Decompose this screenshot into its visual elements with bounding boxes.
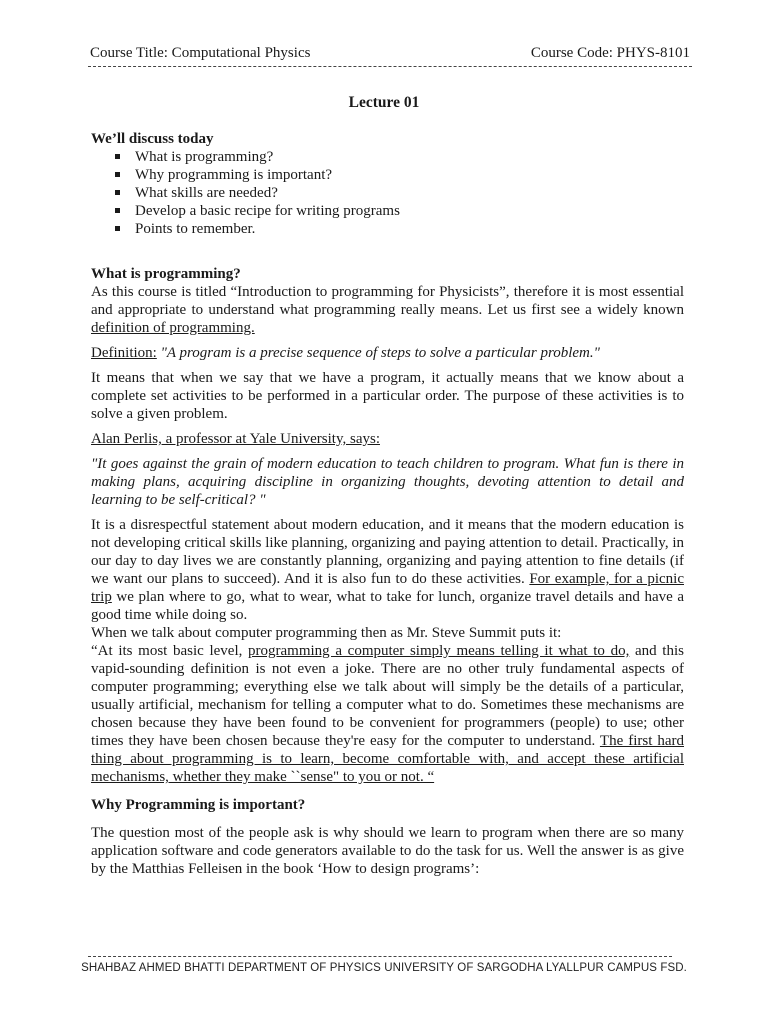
definition-link-text: definition of programming.: [91, 320, 255, 336]
commentary-text-a: It is a disrespectful statement about modern education, and it means that the modern education is not developing critical skills like planning, organizing and paying attention to detail. Practically, in our day to day lives we are constantly planning, organizing and paying attention to fine details (if we want our plans to succeed). And it is also fun to do these activities.: [91, 517, 684, 587]
perlis-intro: [91, 430, 684, 448]
meaning-paragraph: It means that when we say that we have a program, it actually means that we know about a complete set activities to be performed in a particular order. The purpose of these activities is to solve a given problem.: [91, 370, 684, 422]
intro-paragraph: [91, 283, 684, 337]
section-heading-why-programming: Why Programming is important?: [91, 797, 306, 813]
header-divider: [88, 66, 692, 67]
course-title: Course Title: Computational Physics: [90, 45, 311, 61]
definition-label: Definition:: [91, 345, 157, 361]
picnic-example: For example, for a picnic trip: [91, 571, 684, 605]
summit-text-a: “At its most basic level,: [91, 643, 249, 659]
agenda-item: What is programming?: [113, 148, 684, 166]
agenda-heading: We’ll discuss today: [91, 131, 214, 147]
definition-paragraph: [91, 344, 684, 362]
definition-quote: "A program is a precise sequence of steps to solve a particular problem.": [156, 345, 600, 361]
commentary-paragraph: [91, 516, 684, 624]
why-paragraph: The question most of the people ask is why should we learn to program when there are so many application software and code generators available to do the task for us. Well the answer is as give by the Matthias Felleisen in the book ‘How to design programs’:: [91, 825, 684, 877]
summit-text-b: and this vapid-sounding definition is not even a joke. There are no other truly fundamental aspects of computer programming; everything else we talk about will simply be the details of a particular, usually artificial, mechanism for telling a computer what to do. Sometimes these mechanisms are chosen because they have been found to be convenient for programmers (people) to use; other times they have been chosen because they're easy for the computer to understand.: [91, 643, 684, 749]
page-footer: SHAHBAZ AHMED BHATTI DEPARTMENT OF PHYSICS UNIVERSITY OF SARGODHA LYALLPUR CAMPUS FSD.: [81, 962, 687, 974]
agenda-item: Why programming is important?: [113, 166, 684, 184]
lecture-title: Lecture 01: [348, 94, 420, 111]
summit-quote: [91, 642, 684, 786]
intro-text: As this course is titled “Introduction to programming for Physicists”, therefore it is most essential and appropriate to understand what programming really means. Let us first see a widely known: [91, 284, 684, 318]
section-heading-what-is-programming: What is programming?: [91, 266, 241, 282]
summit-underline-1: programming a computer simply means telling it what to do,: [248, 643, 630, 659]
footer-divider: [88, 956, 672, 957]
agenda-item: What skills are needed?: [113, 184, 684, 202]
summit-underline-2: The first hard thing about programming is to learn, become comfortable with, and accept these artificial mechanisms, whether they make ``sense" to you or not. “: [91, 733, 684, 785]
page-header: [90, 45, 690, 62]
perlis-quote: "It goes against the grain of modern education to teach children to program. What fun is there in making plans, acquiring discipline in organizing thoughts, devoting attention to detail and learning to be self-critical? ": [91, 456, 684, 508]
commentary-text-b: we plan where to go, what to wear, what to take for lunch, organize travel details and have a good time while doing so.: [91, 589, 684, 623]
main-content: [91, 130, 684, 878]
course-code: Course Code: PHYS-8101: [530, 45, 690, 61]
perlis-intro-text: Alan Perlis, a professor at Yale University, says:: [91, 431, 380, 447]
agenda-item: Points to remember.: [113, 220, 684, 238]
agenda-item: Develop a basic recipe for writing programs: [113, 202, 684, 220]
agenda-list: [91, 148, 684, 238]
summit-intro: When we talk about computer programming then as Mr. Steve Summit puts it:: [91, 625, 562, 641]
